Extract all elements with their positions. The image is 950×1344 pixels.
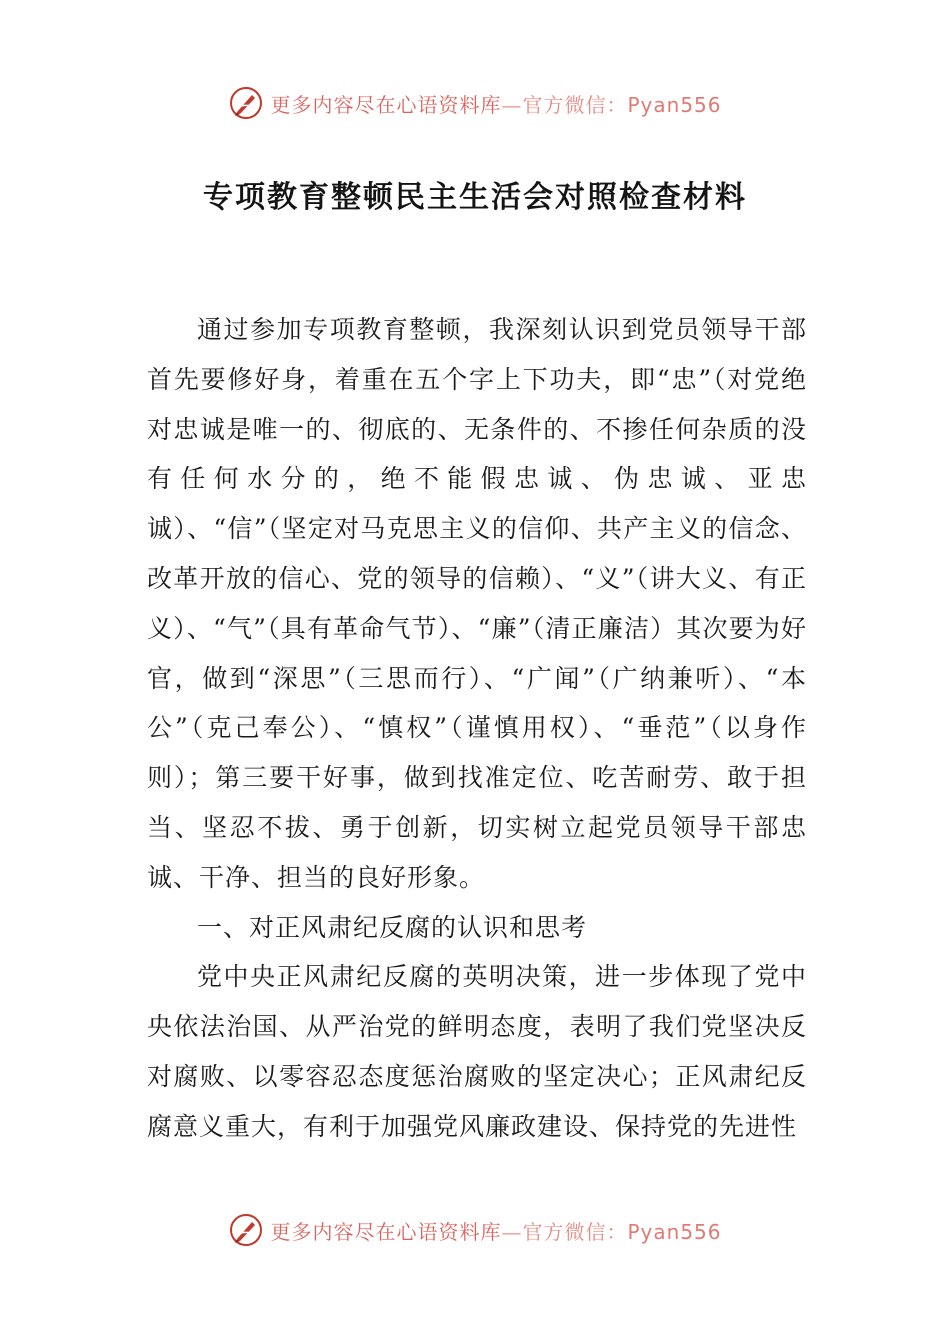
paragraph-section-1: 党中央正风肃纪反腐的英明决策，进一步体现了党中央依法治国、从严治党的鲜明态度，表明了我们党坚决反对腐败、以零容忍态度惩治腐败的坚定决心；正风肃纪反腐意义重大，有利于加强党风廉政建设、保持党的先进性 [147,962,807,1141]
banner-site: 更多内容尽在心语资料库 [270,92,502,117]
pen-logo-icon [228,1212,264,1248]
document-title: 专项教育整顿民主生活会对照检查材料 [203,180,747,215]
banner-dash: — [501,92,523,117]
section-heading: 一、对正风肃纪反腐的认识和思考 [197,912,588,942]
banner-label: 官方微信： [522,1219,628,1244]
banner-label: 官方微信： [522,92,628,117]
banner-wechat-id: Pyan556 [627,1219,722,1244]
header-banner [0,80,950,126]
banner-text [270,89,721,118]
banner-dash: — [501,1219,523,1244]
paragraph-intro: 通过参加专项教育整顿，我深刻认识到党员领导干部首先要修好身，着重在五个字上下功夫，即“忠”（对党绝对忠诚是唯一的、彻底的、无条件的、不掺任何杂质的没有任何水分的，绝不能假忠诚、伪忠诚、亚忠诚）、“信”（坚定对马克思主义的信仰、共产主义的信念、改革开放的信心、党的领导的信赖）、“义”（讲大义、有正义）、“气”（具有革命气节）、“廉”（清正廉洁）其次要为好官，做到“深思”（三思而行）、“广闻”（广纳兼听）、“本公”（克己奉公）、“慎权”（谨慎用权）、“垂范”（以身作则）；第三要干好事，做到找准定位、吃苦耐劳、敢于担当、坚忍不拔、勇于创新，切实树立起党员领导干部忠诚、干净、担当的良好形象。 [147,315,807,892]
footer-banner [0,1207,950,1253]
document-body [147,305,807,1152]
pen-logo-icon [228,85,264,121]
banner-site: 更多内容尽在心语资料库 [270,1219,502,1244]
banner-wechat-id: Pyan556 [627,92,722,117]
banner-text [270,1216,721,1245]
